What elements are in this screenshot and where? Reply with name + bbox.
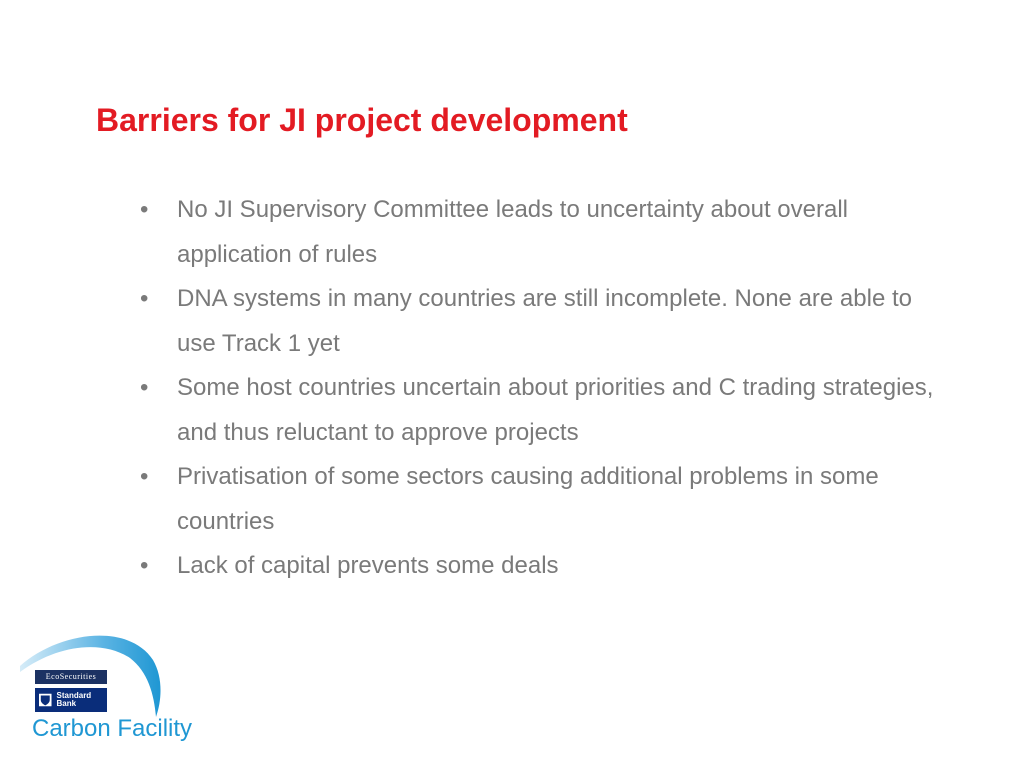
shield-icon [39, 693, 52, 707]
ecosecurities-logo: EcoSecurities [35, 670, 107, 684]
slide-title: Barriers for JI project development [96, 102, 628, 138]
carbon-facility-logo [18, 622, 218, 752]
bullet-item [140, 188, 950, 277]
bullet-text: No JI Supervisory Committee leads to uncertainty about overall application of rules [177, 196, 848, 268]
bullet-list [140, 188, 950, 589]
carbon-facility-text: Carbon Facility [32, 715, 193, 742]
bullet-dot: • [140, 552, 149, 579]
bullet-text: Lack of capital prevents some deals [177, 552, 559, 579]
bullet-dot: • [140, 463, 149, 490]
bullet-item [140, 277, 950, 366]
bullet-text: DNA systems in many countries are still incomplete. None are able to use Track 1 yet [177, 285, 912, 357]
bullet-dot: • [140, 196, 149, 223]
bullet-text: Some host countries uncertain about priorities and C trading strategies, and thus reluctant to approve projects [177, 374, 934, 446]
standard-bank-text: Standard Bank [56, 691, 92, 708]
bullet-text: Privatisation of some sectors causing additional problems in some countries [177, 463, 879, 535]
bullet-dot: • [140, 285, 149, 312]
standard-bank-logo [35, 688, 107, 712]
bullet-item [140, 366, 950, 455]
bullet-item [140, 544, 950, 589]
bullet-item [140, 455, 950, 544]
bullet-dot: • [140, 374, 149, 401]
